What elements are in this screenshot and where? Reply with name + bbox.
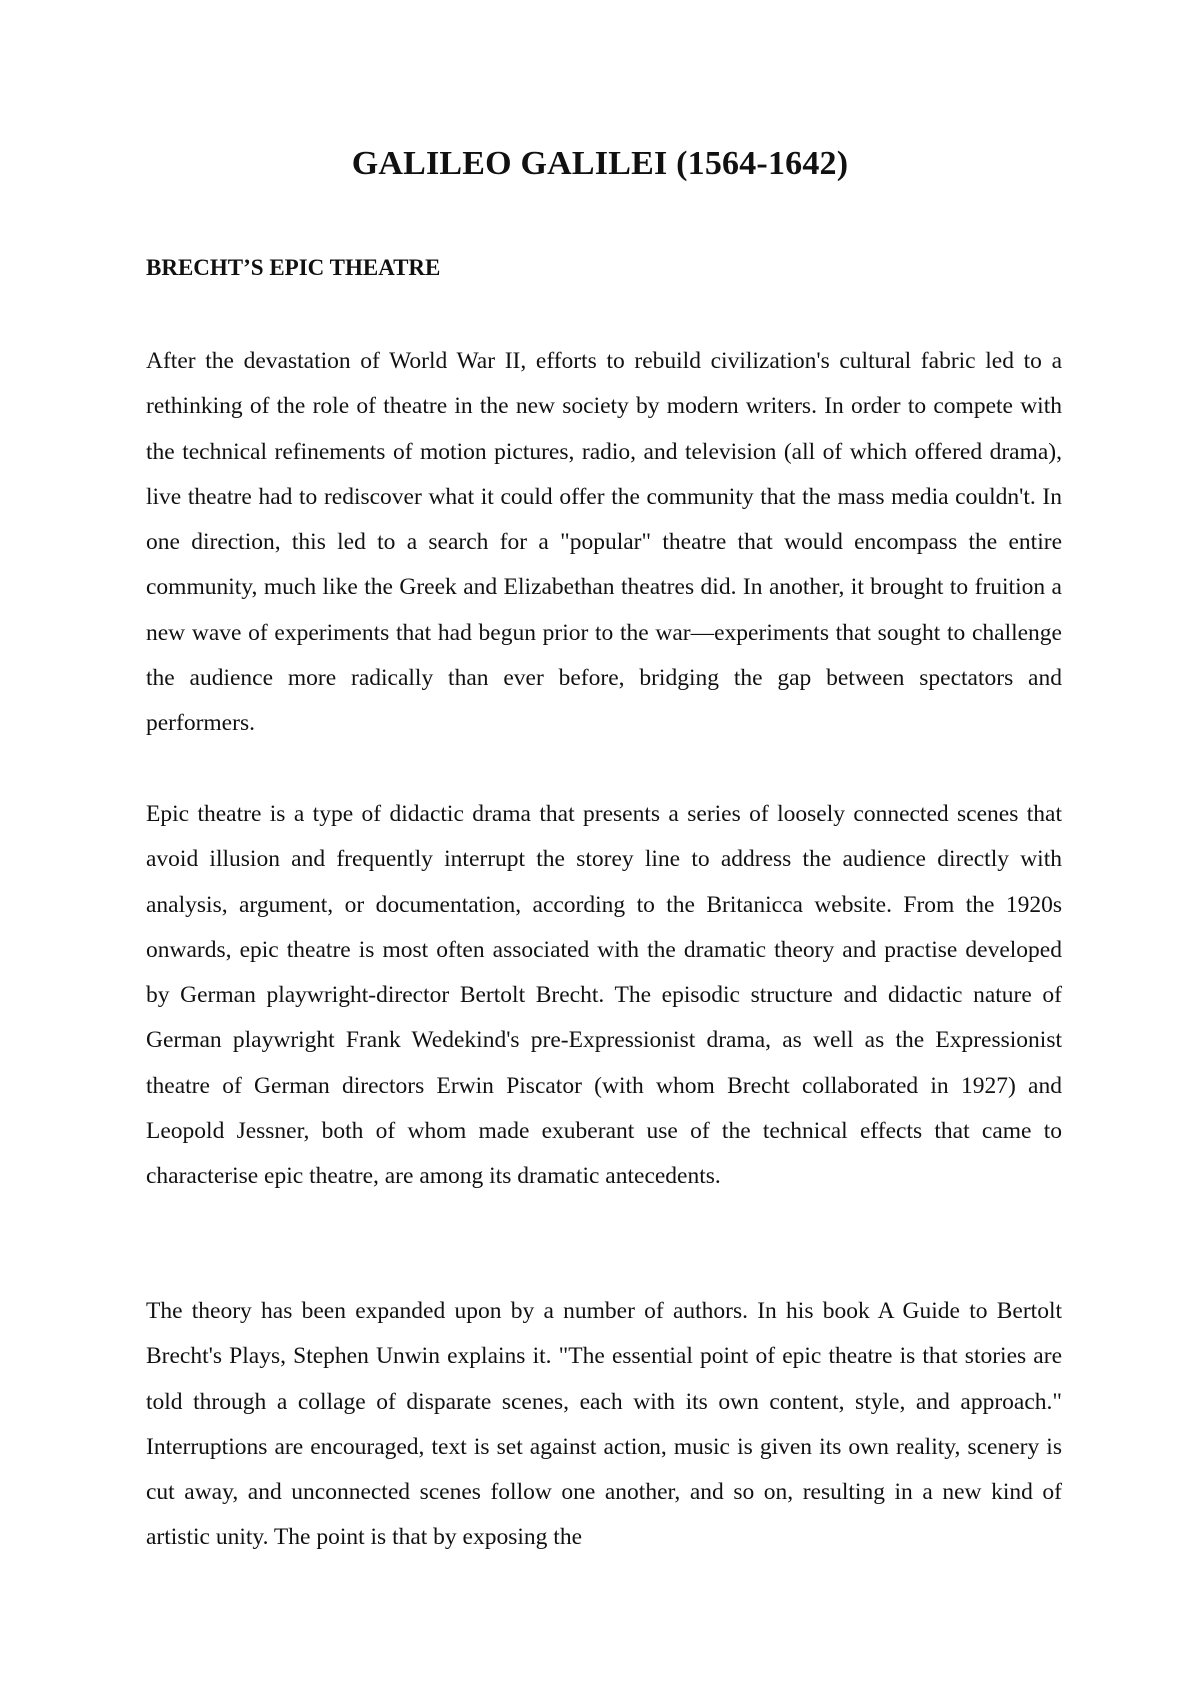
document-title: GALILEO GALILEI (1564-1642): [351, 145, 849, 182]
paragraph: Epic theatre is a type of didactic drama that presents a series of loosely connected scenes that avoid illusion and frequently interrupt the storey line to address the audience directly with analysis, argument, or documentation, according to the Britanicca website. From the 1920s onwards, epic theatre is most often associated with the dramatic theory and practise developed by German playwright-director Bertolt Brecht. The episodic structure and didactic nature of German playwright Frank Wedekind's pre-Expressionist drama, as well as the Expressionist theatre of German directors Erwin Piscator (with whom Brecht collaborated in 1927) and Leopold Jessner, both of whom made exuberant use of the technical effects that came to characterise epic theatre, are among its dramatic antecedents.: [146, 801, 1062, 1190]
paragraph: After the devastation of World War II, efforts to rebuild civilization's cultural fabric led to a rethinking of the role of theatre in the new society by modern writers. In order to compete with the technical refinements of motion pictures, radio, and television (all of which offered drama), live theatre had to rediscover what it could offer the community that the mass media couldn't. In one direction, this led to a search for a "popular" theatre that would encompass the entire community, much like the Greek and Elizabethan theatres did. In another, it brought to fruition a new wave of experiments that had begun prior to the war—experiments that sought to challenge the audience more radically than ever before, bridging the gap between spectators and performers.: [146, 348, 1062, 737]
section-heading: BRECHT’S EPIC THEATRE: [146, 255, 441, 280]
paragraph: The theory has been expanded upon by a number of authors. In his book A Guide to Bertolt Brecht's Plays, Stephen Unwin explains it. "The essential point of epic theatre is that stories are told through a collage of disparate scenes, each with its own content, style, and approach." Interruptions are encouraged, text is set against action, music is given its own reality, scenery is cut away, and unconnected scenes follow one another, and so on, resulting in a new kind of artistic unity. The point is that by exposing the: [146, 1298, 1062, 1551]
